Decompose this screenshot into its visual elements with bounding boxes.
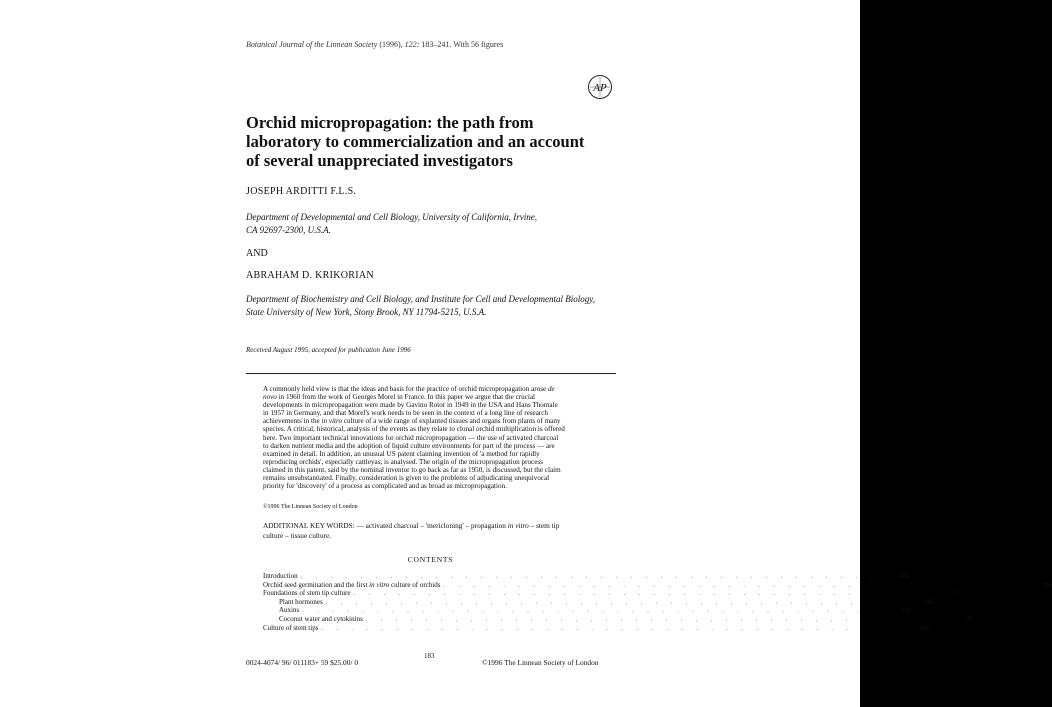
abstract-line: developments in micropropagation were made by Gavino Rotor in 1949 in the USA and Hans Thomale	[263, 401, 558, 410]
abstract-line: species. A critical, historical, analysis of the events as they relate to clonal orchid multiplication is offered	[263, 425, 565, 434]
author-name: JOSEPH ARDITTI F.L.S.	[246, 186, 357, 197]
footer-issn: 0024-4074/ 96/ 011183+ 59 $25.00/ 0	[246, 658, 359, 667]
toc-entry	[263, 623, 931, 633]
toc-entry	[263, 572, 910, 581]
toc-entry-page: 186	[1041, 580, 1052, 589]
toc-entry-title: Auxins	[279, 606, 300, 615]
toc-entry-page: 184	[899, 572, 910, 580]
academic-press-logo-icon	[587, 74, 613, 100]
abstract-line: claimed in this patent, said by the nominal inventor to go back as far as 1950, is discussed, but the claim	[263, 465, 561, 474]
toc-entry	[263, 597, 935, 607]
contents-heading: CONTENTS	[407, 555, 454, 564]
toc-entry-title: Orchid seed germination and the first in vitro culture of orchids	[263, 580, 441, 589]
toc-entry	[263, 606, 912, 615]
paper-title	[246, 113, 646, 170]
key-words-line: ADDITIONAL KEY WORDS: — activated charcoal – 'mericloning' – propagation in vitro – stem tip	[263, 521, 560, 530]
abstract-copyright: ©1996 The Linnean Society of London	[263, 504, 358, 510]
abstract-line: A commonly held view is that the ideas and basis for the practice of orchid micropropagation arose de	[263, 385, 555, 393]
affiliation-line: State University of New York, Stony Brook, NY 11794-5215, U.S.A.	[246, 306, 487, 317]
author-name: ABRAHAM D. KRIKORIAN	[246, 270, 374, 281]
toc-leader: . . . . . . . . . . . . . . . . . . . . . . . . . . . . . . . . . . . . . . . .	[353, 591, 946, 598]
toc-entry	[263, 614, 975, 624]
abstract-line: novo in 1960 from the work of Georges Morel in France. In this paper we argue that the crucial	[263, 393, 536, 402]
toc-leader: . . . . . . . . . . . . . . . . . . . . . . . . . . . . . . . . . . . . . . . .	[302, 608, 895, 615]
divider	[246, 373, 616, 374]
abstract-line: in 1957 in Germany, and that Morel's work needs to be seen in the context of a long line of research	[263, 409, 548, 418]
toc-entry-title: Introduction	[263, 572, 298, 580]
toc-entry-title: Plant hormones	[279, 597, 323, 606]
toc-entry-title: Foundations of stem tip culture	[263, 589, 351, 598]
key-words-line: culture – tissue culture.	[263, 531, 332, 540]
title-line: Orchid micropropagation: the path from	[246, 113, 534, 132]
abstract-line: reproducing orchids', especially cattleyas, is analysed. The origin of the micropropagation process	[263, 457, 543, 466]
abstract-line: remains unsubstantiated. Finally, consideration is given to the problems of adjudicating unequivocal	[263, 474, 550, 483]
journal-figures: With 56 figures	[453, 40, 504, 49]
journal-year: (1996),	[379, 40, 403, 49]
abstract	[263, 385, 598, 490]
toc-entry-page: 189	[919, 623, 931, 632]
toc-entry-page: 188	[964, 614, 975, 623]
table-of-contents	[263, 572, 1052, 632]
toc-entry-page: 187	[952, 589, 963, 598]
affiliation-line: Department of Developmental and Cell Biology, University of California, Irvine,	[246, 212, 537, 222]
abstract-line: here. Two important technical innovations for orchid micropropagation — the use of activated charcoal	[263, 433, 559, 442]
toc-leader: . . . . . . . . . . . . . . . . . . . . . . . . . . . . . . . . . . . . . . . .	[443, 582, 1036, 589]
journal-pages: 183–241.	[421, 40, 452, 49]
toc-entry-title: Culture of stem tips	[263, 623, 319, 632]
affiliation-line: Department of Biochemistry and Cell Biology, and Institute for Cell and Developmental Biology,	[246, 294, 595, 304]
author-affiliation	[246, 293, 646, 318]
journal-citation	[246, 40, 503, 49]
page-number: 183	[424, 652, 435, 660]
toc-leader: . . . . . . . . . . . . . . . . . . . . . . . . . . . . . . . . . . . . . . . .	[365, 616, 959, 623]
toc-leader: . . . . . . . . . . . . . . . . . . . . . . . . . . . . . . . . . . . . . . . .	[325, 599, 919, 606]
toc-entry-page: 187	[924, 597, 935, 606]
author-separator: AND	[246, 248, 268, 259]
title-line: of several unappreciated investigators	[246, 151, 513, 170]
logo-text: AP	[593, 82, 607, 94]
toc-entry	[263, 589, 963, 598]
affiliation-line: CA 92697-2300, U.S.A.	[246, 224, 331, 235]
toc-entry-title: Coconut water and cytokinins	[279, 614, 363, 623]
journal-name: Botanical Journal of the Linnean Society	[246, 40, 378, 49]
abstract-line: to darken nutrient media and the adoption of liquid culture environments for part of the process — are	[263, 441, 555, 450]
toc-entry-page: 188	[900, 606, 912, 615]
received-dates: Received August 1995, accepted for publication June 1996	[246, 346, 411, 354]
toc-leader: . . . . . . . . . . . . . . . . . . . . . . . . . . . . . . . . . . . . . . . .	[300, 574, 894, 580]
title-line: laboratory to commercialization and an account	[246, 132, 585, 151]
journal-volume: 122:	[404, 40, 420, 49]
abstract-line: achievements in the in vitro culture of a wide range of explanted tissues and organs from plants of many	[263, 417, 561, 426]
abstract-line: examined in detail. In addition, an unusual US patent claiming invention of 'a method for rapidly	[263, 449, 540, 458]
author-affiliation	[246, 211, 646, 236]
key-words	[263, 521, 603, 541]
toc-entry	[263, 580, 1052, 590]
footer-copyright: ©1996 The Linnean Society of London	[482, 658, 599, 667]
abstract-line: priority for 'discovery' of a process as complicated and as broad as micropropagation.	[263, 482, 507, 491]
toc-leader: . . . . . . . . . . . . . . . . . . . . . . . . . . . . . . . . . . . . . . . .	[321, 625, 914, 632]
